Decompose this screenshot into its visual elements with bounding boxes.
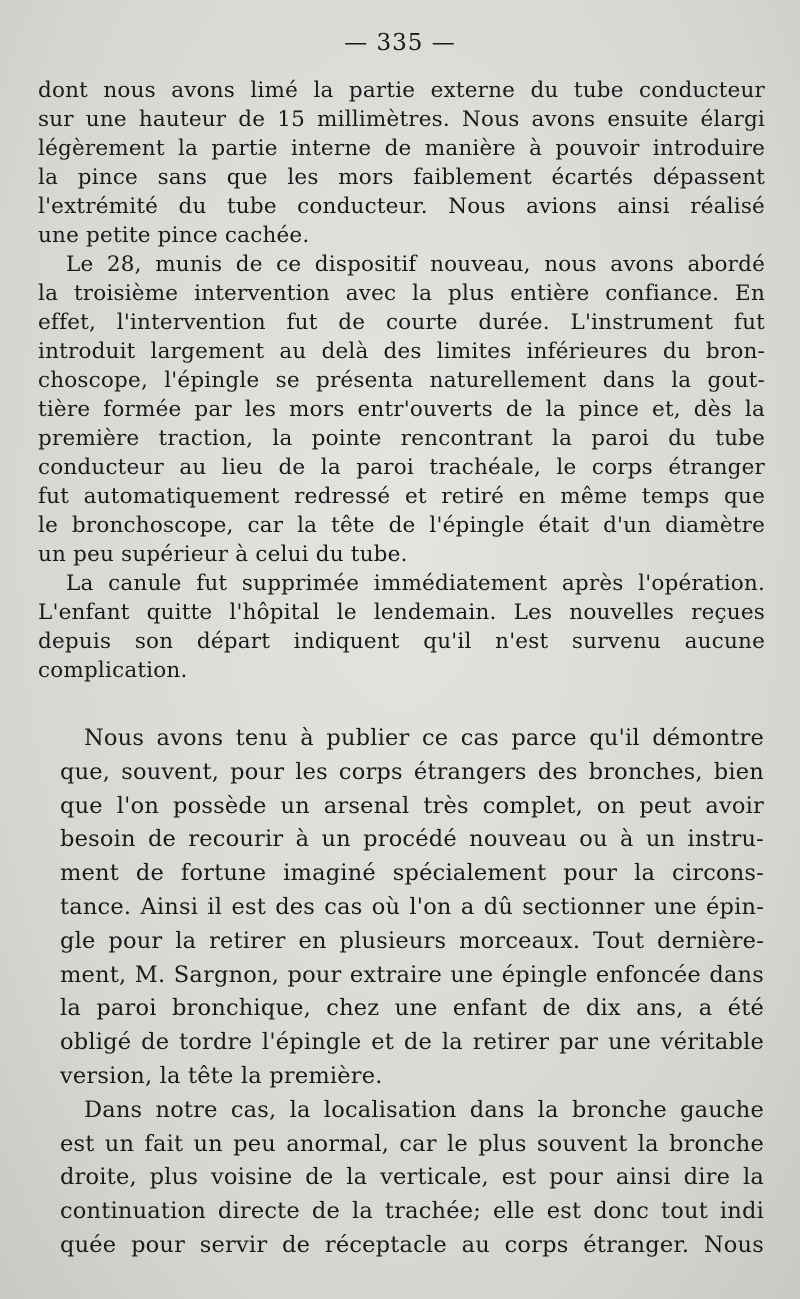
text-line: La canule fut supprimée immédiatement après l'opération.: [66, 571, 765, 596]
paragraph: [38, 569, 765, 685]
text-line: continuation directe de la trachée; elle est donc tout indi: [60, 1198, 764, 1225]
text-section-2: [60, 722, 764, 1263]
text-line: la troisième intervention avec la plus entière confiance. En: [38, 281, 765, 306]
text-line: un peu supérieur à celui du tube.: [38, 542, 408, 567]
text-line: ment de fortune imaginé spécialement pour la circons-: [60, 860, 764, 887]
text-line: sur une hauteur de 15 millimètres. Nous avons ensuite élargi: [38, 107, 765, 132]
text-line: introduit largement au delà des limites inférieures du bron-: [38, 339, 765, 364]
text-line: la pince sans que les mors faiblement écartés dépassent: [38, 165, 765, 190]
text-line: quée pour servir de réceptacle au corps étranger. Nous: [60, 1231, 764, 1258]
text-line: obligé de tordre l'épingle et de la retirer par une véritable: [60, 1029, 764, 1056]
text-line: choscope, l'épingle se présenta naturellement dans la gout-: [38, 368, 765, 393]
paragraph: [38, 250, 765, 569]
text-line: l'extrémité du tube conducteur. Nous avions ainsi réalisé: [38, 194, 765, 219]
text-line: conducteur au lieu de la paroi trachéale, le corps étranger: [38, 455, 765, 480]
text-line: fut automatiquement redressé et retiré en même temps que: [38, 484, 765, 509]
text-line: depuis son départ indiquent qu'il n'est survenu aucune: [38, 629, 765, 654]
paragraph: [38, 76, 765, 250]
text-line: tance. Ainsi il est des cas où l'on a dû sectionner une épin-: [60, 893, 764, 920]
text-line: Nous avons tenu à publier ce cas parce qu'il démontre: [84, 725, 764, 751]
text-line: complication.: [38, 658, 188, 683]
text-line: légèrement la partie interne de manière à pouvoir introduire: [38, 136, 765, 161]
text-line: Dans notre cas, la localisation dans la bronche gauche: [84, 1096, 764, 1123]
text-line: que l'on possède un arsenal très complet, on peut avoir: [60, 792, 764, 819]
text-line: L'enfant quitte l'hôpital le lendemain. Les nouvelles reçues: [38, 600, 765, 625]
text-line: première traction, la pointe rencontrant la paroi du tube: [38, 426, 765, 451]
text-line: est un fait un peu anormal, car le plus souvent la bronche: [60, 1130, 764, 1157]
text-line: ment, M. Sargnon, pour extraire une épingle enfoncée dans: [60, 961, 764, 988]
text-line: droite, plus voisine de la verticale, est pour ainsi dire la: [60, 1164, 764, 1191]
text-line: le bronchoscope, car la tête de l'épingle était d'un diamètre: [38, 513, 765, 538]
text-line: gle pour la retirer en plusieurs morceaux. Tout dernière-: [60, 927, 764, 954]
text-line: besoin de recourir à un procédé nouveau ou à un instru-: [60, 826, 764, 853]
text-line: Le 28, munis de ce dispositif nouveau, nous avons abordé: [66, 252, 765, 277]
text-line: effet, l'intervention fut de courte durée. L'instrument fut: [38, 310, 765, 335]
paragraph: [60, 722, 764, 1094]
text-line: la paroi bronchique, chez une enfant de dix ans, a été: [60, 995, 764, 1022]
paragraph: [60, 1094, 764, 1263]
text-line: que, souvent, pour les corps étrangers des bronches, bien: [60, 758, 764, 785]
text-line: une petite pince cachée.: [38, 223, 310, 248]
text-section-1: [38, 76, 765, 685]
text-line: tière formée par les mors entr'ouverts de la pince et, dès la: [38, 397, 765, 422]
page-number: — 335 —: [344, 30, 456, 56]
text-line: dont nous avons limé la partie externe du tube conducteur: [38, 78, 765, 103]
text-line: version, la tête la première.: [60, 1062, 383, 1089]
